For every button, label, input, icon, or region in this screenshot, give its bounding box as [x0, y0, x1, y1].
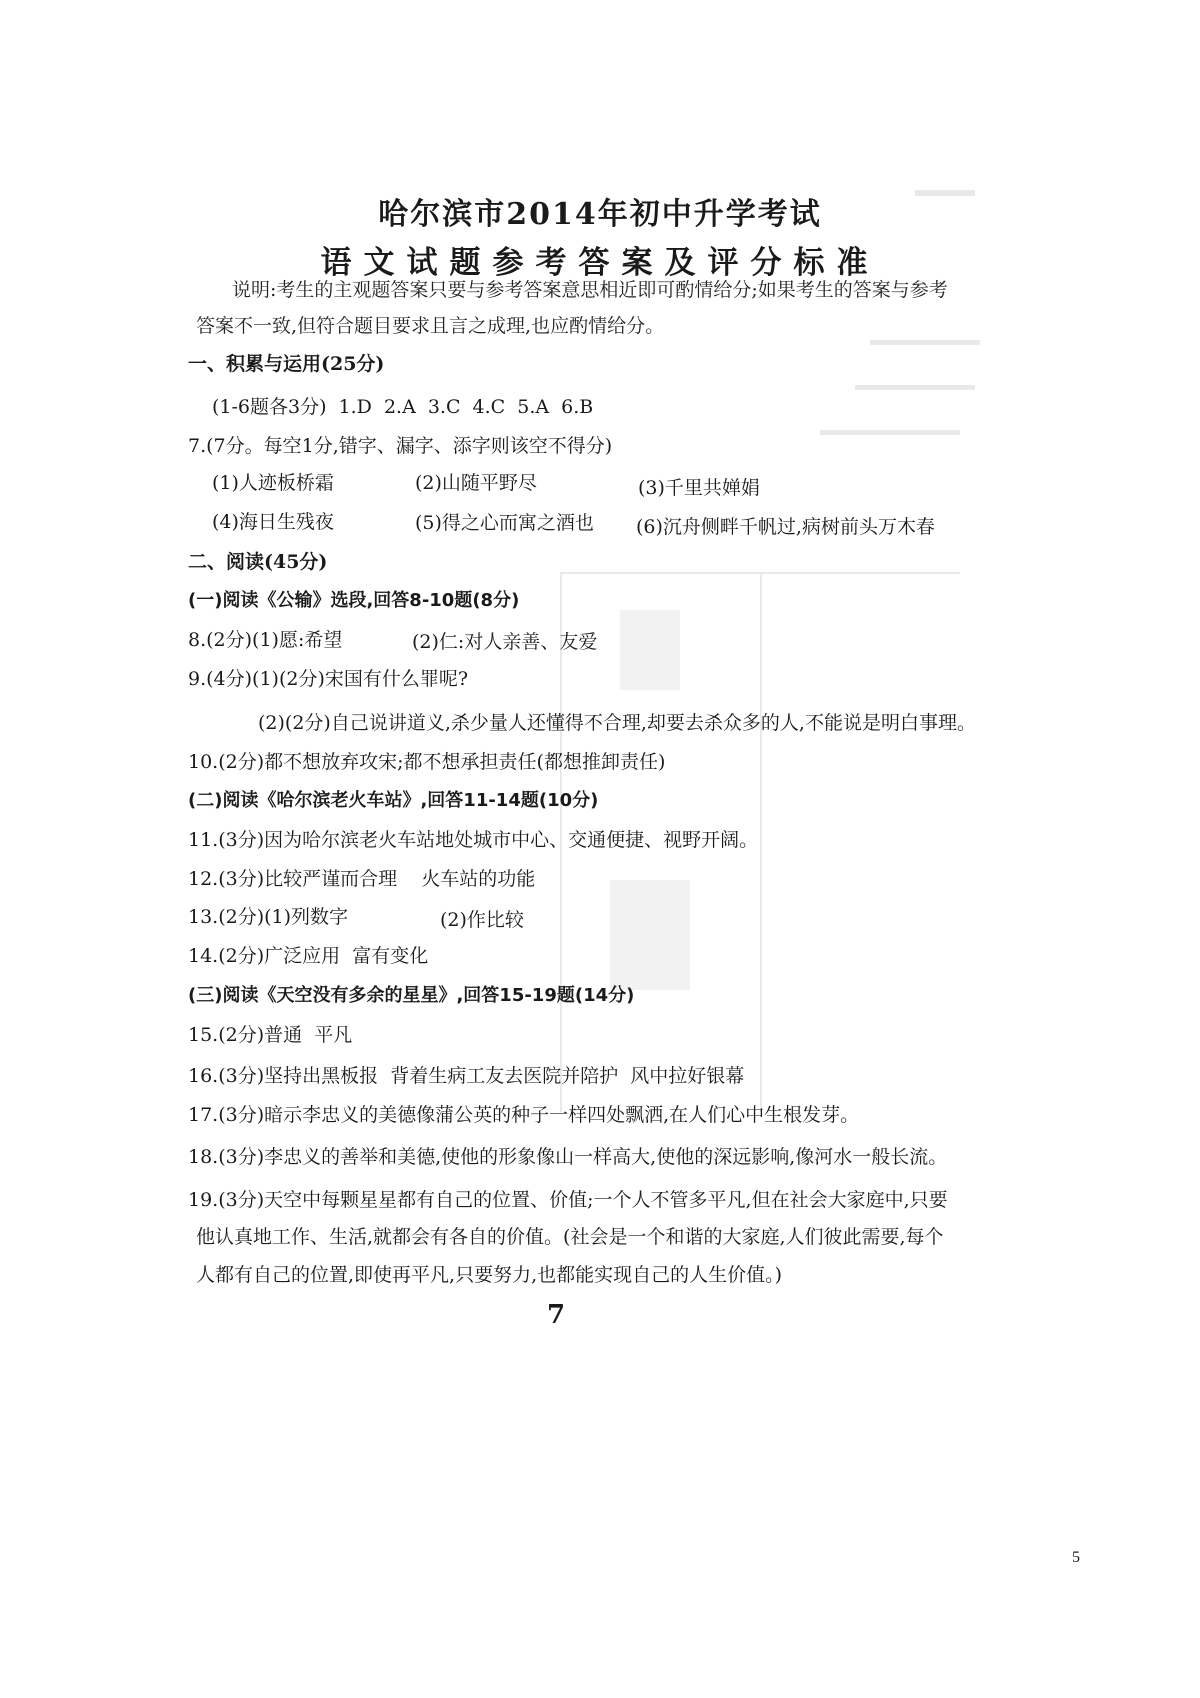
answer-line: 8.(2分)(1)愿:希望	[188, 629, 343, 651]
answer-line: 10.(2分)都不想放弃攻宋;都不想承担责任(都想推卸责任)	[188, 751, 666, 773]
answer-line: 15.(2分)普通 平凡	[188, 1024, 353, 1046]
page-number: 7	[547, 1300, 566, 1330]
bleed-through-mark	[760, 572, 762, 1112]
q7-answer: (5)得之心而寓之酒也	[415, 512, 594, 534]
bleed-through-mark	[855, 385, 975, 390]
answer-line: 17.(3分)暗示李忠义的美德像蒲公英的种子一样四处飘洒,在人们心中生根发芽。	[188, 1104, 860, 1126]
bleed-through-mark	[560, 572, 960, 574]
corner-page-number: 5	[1072, 1549, 1080, 1566]
answer-line: 16.(3分)坚持出黑板报 背着生病工友去医院并陪护 风中拉好银幕	[188, 1065, 745, 1087]
answer-line: (2)作比较	[440, 909, 524, 931]
subsection-heading: (一)阅读《公输》选段,回答8-10题(8分)	[188, 590, 520, 611]
answer-line: 13.(2分)(1)列数字	[188, 906, 349, 928]
note-line-2: 答案不一致,但符合题目要求且言之成理,也应酌情给分。	[196, 315, 665, 337]
answer-line: 14.(2分)广泛应用 富有变化	[188, 945, 429, 967]
answer-line: 他认真地工作、生活,就都会有各自的价值。(社会是一个和谐的大家庭,人们彼此需要,每个	[196, 1226, 944, 1248]
q7-header: 7.(7分。每空1分,错字、漏字、添字则该空不得分)	[188, 435, 613, 457]
bleed-through-mark	[820, 430, 960, 435]
answer-line: (2)仁:对人亲善、友爱	[412, 631, 598, 653]
q7-answer: (2)山随平野尽	[415, 472, 537, 494]
section-heading: 一、积累与运用(25分)	[188, 353, 385, 375]
section-heading: 二、阅读(45分)	[188, 551, 328, 573]
q7-answer: (4)海日生残夜	[212, 511, 334, 533]
subsection-heading: (三)阅读《天空没有多余的星星》,回答15-19题(14分)	[188, 985, 635, 1006]
q7-answer: (1)人迹板桥霜	[212, 472, 334, 494]
answer-line: 12.(3分)比较严谨而合理 火车站的功能	[188, 868, 536, 890]
bleed-through-mark	[915, 190, 975, 196]
mc-answers: (1-6题各3分) 1.D 2.A 3.C 4.C 5.A 6.B	[212, 396, 594, 418]
answer-line: 19.(3分)天空中每颗星星都有自己的位置、价值;一个人不管多平凡,但在社会大家庭中,只要	[188, 1189, 948, 1211]
answer-line: 9.(4分)(1)(2分)宋国有什么罪呢?	[188, 668, 469, 690]
bleed-through-mark	[870, 340, 980, 345]
answer-line: 11.(3分)因为哈尔滨老火车站地处城市中心、交通便捷、视野开阔。	[188, 829, 759, 851]
subsection-heading: (二)阅读《哈尔滨老火车站》,回答11-14题(10分)	[188, 790, 599, 811]
answer-line: 人都有自己的位置,即使再平凡,只要努力,也都能实现自己的人生价值。)	[196, 1264, 783, 1286]
bleed-through-mark	[620, 610, 680, 690]
document-title: 哈尔滨市2014年初中升学考试	[378, 197, 822, 232]
note-line-1: 说明:考生的主观题答案只要与参考答案意思相近即可酌情给分;如果考生的答案与参考	[232, 279, 948, 301]
bleed-through-mark	[610, 880, 690, 990]
q7-answer: (3)千里共婵娟	[638, 477, 760, 499]
answer-line: 18.(3分)李忠义的善举和美德,使他的形象像山一样高大,使他的深远影响,像河水一般长流。	[188, 1146, 948, 1168]
answer-line: (2)(2分)自己说讲道义,杀少量人还懂得不合理,却要去杀众多的人,不能说是明白事理。	[258, 712, 976, 734]
q7-answer: (6)沉舟侧畔千帆过,病树前头万木春	[636, 516, 935, 538]
document-subtitle: 语文试题参考答案及评分标准	[320, 245, 880, 281]
